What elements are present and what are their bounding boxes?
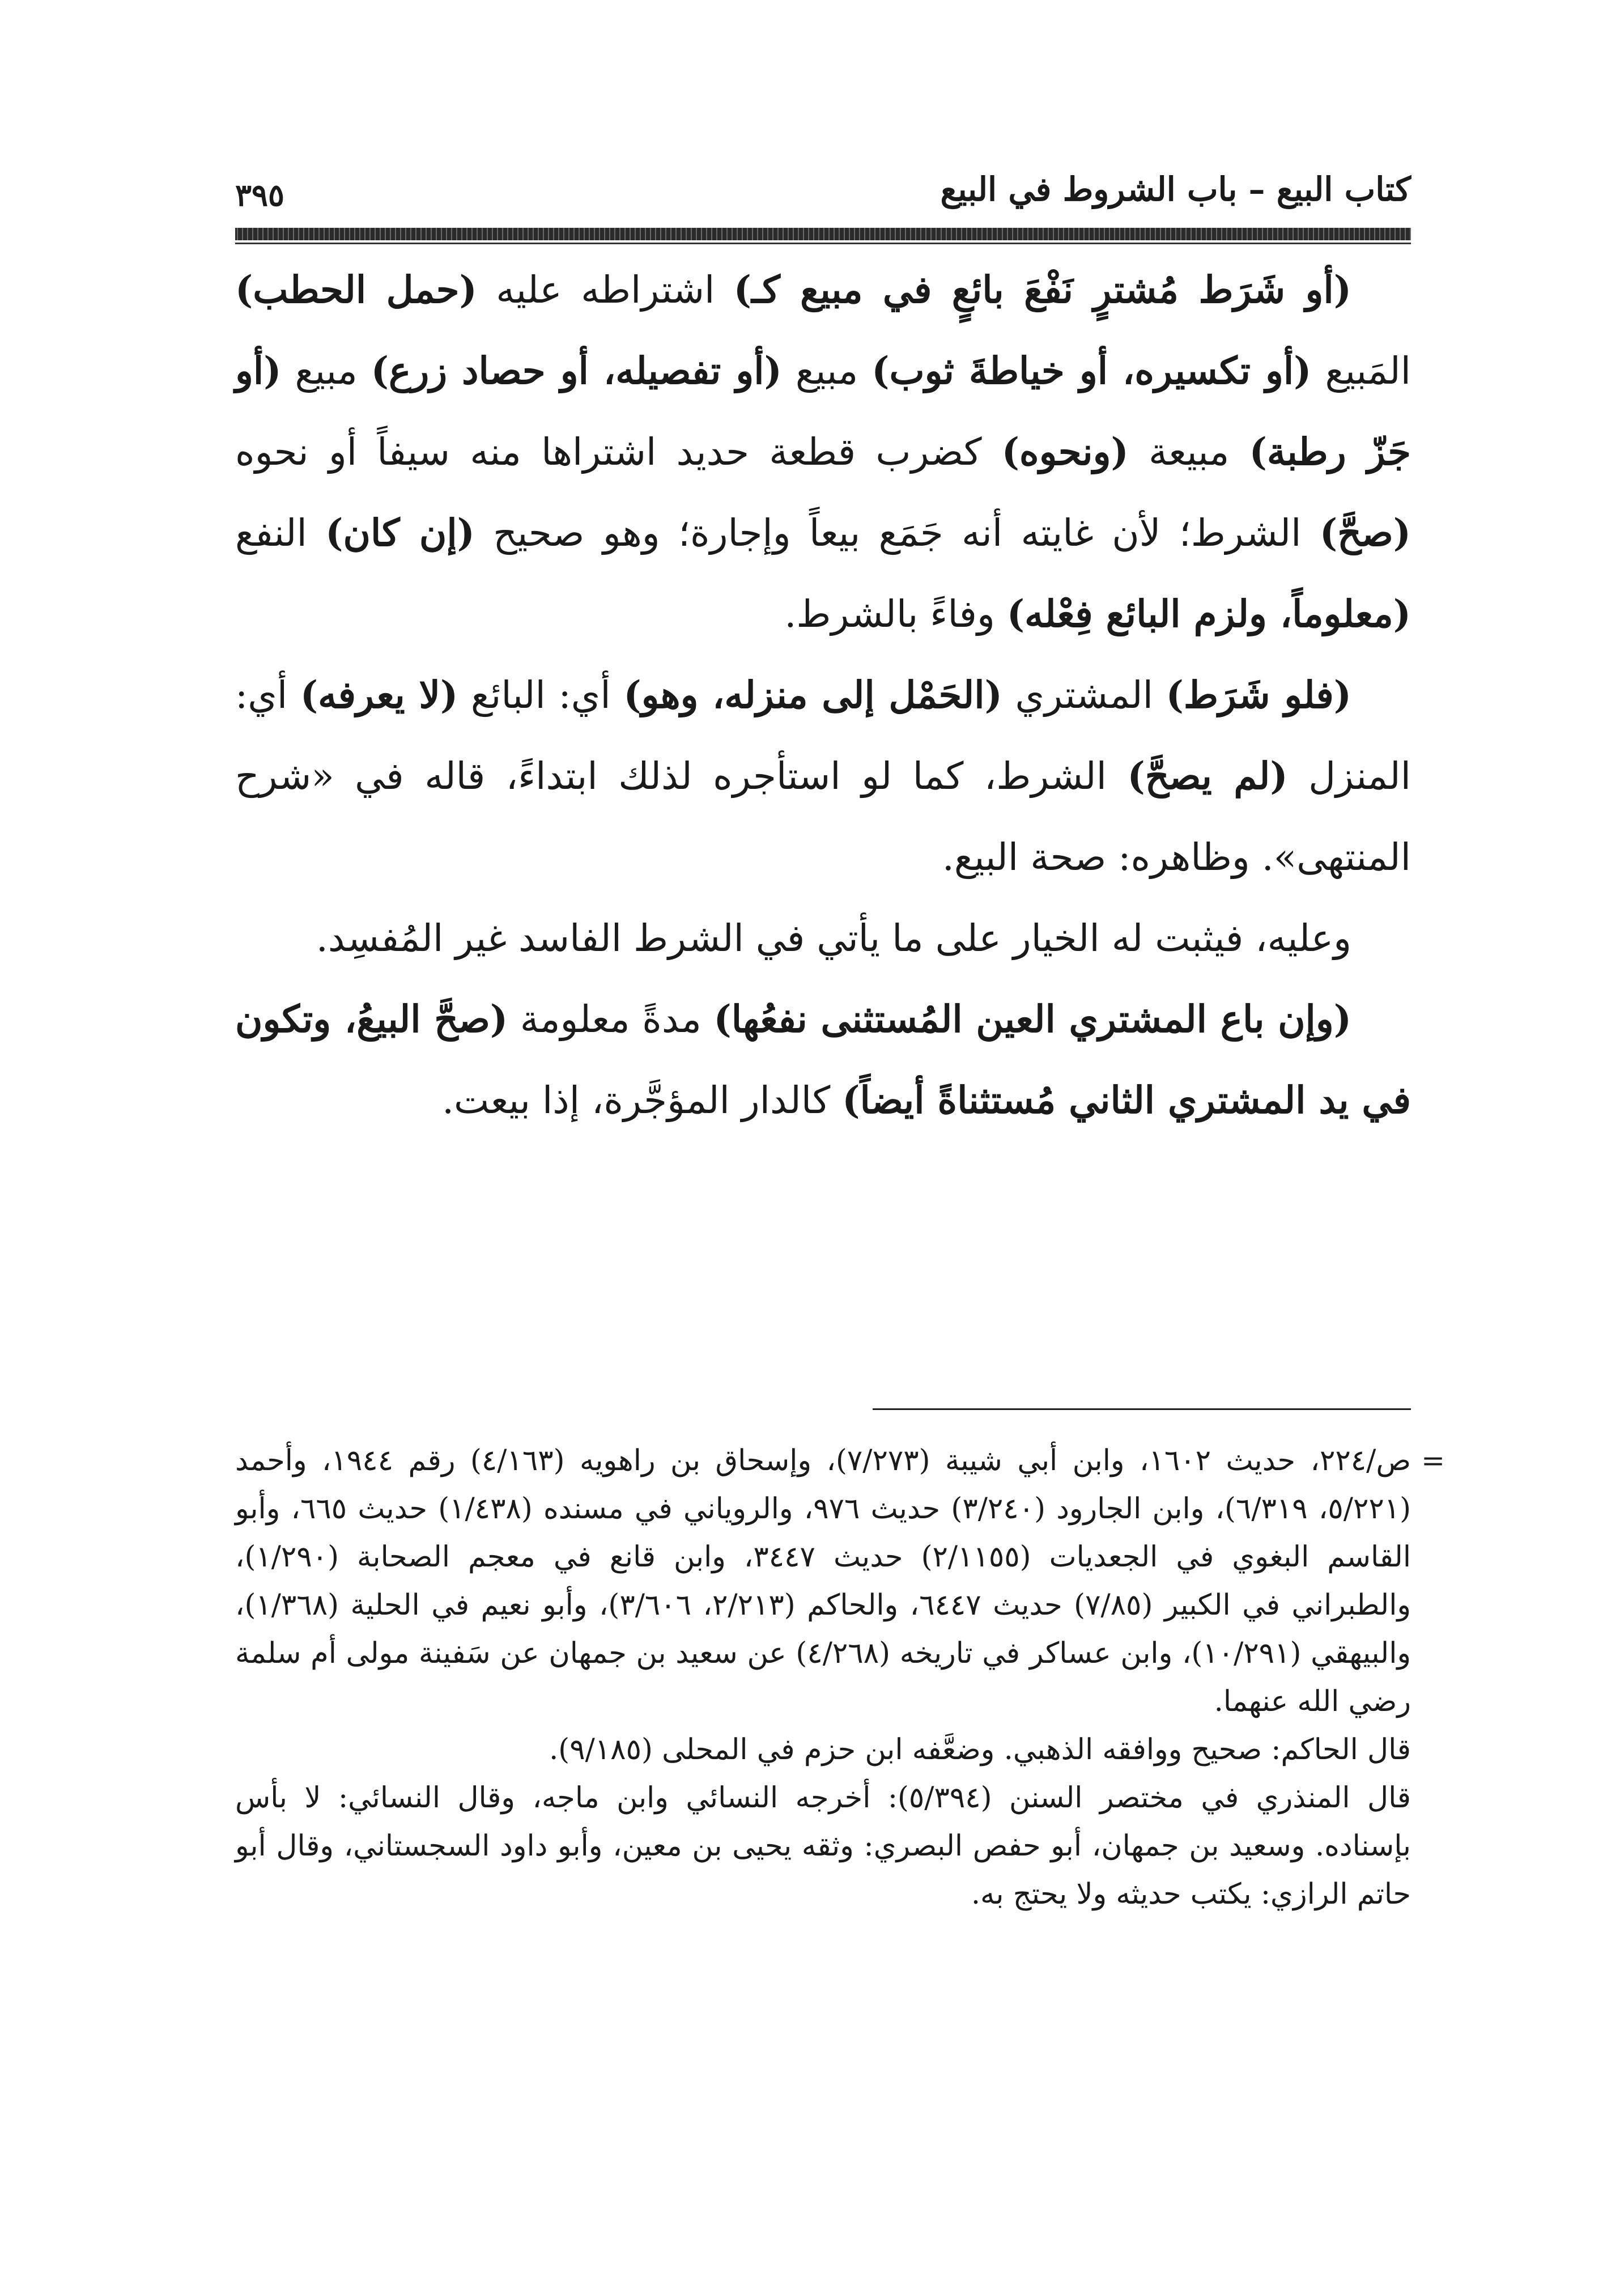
footnote-divider: [873, 1408, 1411, 1410]
matn-text: (لا يعرفه): [300, 673, 458, 717]
matn-text: (حمل الحطب): [235, 267, 477, 312]
page-number: ٣٩٥: [235, 177, 285, 213]
matn-text: (الحَمْل إلى منزله، وهو): [623, 673, 1002, 717]
sharh-text: مبيع: [281, 349, 371, 393]
footnotes: [235, 1437, 1445, 1918]
matn-text: (أو شَرَط مُشترٍ نَفْعَ بائعٍ في مبيع كـ): [733, 267, 1351, 312]
footnote-3: قال المنذري في مختصر السنن (٥/٣٩٤): أخرجه النسائي وابن ماجه، وقال النسائي: لا بأس بإسناده. وسعيد بن جمهان، أبو حفص البصري: وثقه يحيى بن معين، وأبو داود السجستاني، وقال أبو حاتم الرازي: يكتب حديثه ولا يحتج به.: [235, 1781, 1411, 1911]
matn-text: (وإن باع المشتري العين المُستثنى نفعُها): [713, 997, 1351, 1041]
sharh-text: كضرب قطعة حديد اشتراها منه سيفاً أو نحوه: [235, 430, 1002, 474]
matn-text: (إن كان): [325, 511, 475, 555]
sharh-text: المَبيع: [1311, 349, 1412, 393]
sharh-text: النفع: [235, 511, 326, 555]
sharh-text: أي: البائع: [458, 673, 624, 717]
main-text: [235, 249, 1411, 1141]
matn-text: (صحَّ البيعُ، وتكون في يد المشتري الثاني مُستثناةً أيضاً): [235, 997, 1411, 1122]
matn-text: (أو تكسيره، أو خياطةَ ثوب): [871, 349, 1312, 393]
sharh-text: الشرط؛ لأن غايته أنه جَمَع بيعاً وإجارة؛ وهو صحيح: [474, 511, 1320, 555]
sharh-text: مبيعة: [1128, 430, 1249, 474]
sharh-text: مبيع: [781, 349, 872, 393]
header-title: كتاب البيع – باب الشروط في البيع: [940, 170, 1411, 209]
footnote-2: قال الحاكم: صحيح ووافقه الذهبي. وضعَّفه ابن حزم في المحلى (٩/١٨٥).: [549, 1733, 1411, 1767]
matn-text: (أو تفصيله، أو حصاد زرع): [371, 349, 782, 393]
footnote-continuation-mark: =: [1421, 1444, 1445, 1477]
matn-text: (أو جَزّ رطبة): [235, 349, 1412, 474]
paragraph-4: [235, 979, 1411, 1141]
sharh-text: أي: المنزل: [235, 673, 1411, 798]
sharh-text: الشرط، كما لو استأجره لذلك ابتداءً، قاله في «شرح المنتهى». وظاهره: صحة البيع.: [235, 754, 1411, 879]
paragraph-1: [235, 249, 1411, 655]
matn-text: (فلو شَرَط): [1166, 673, 1351, 717]
paragraph-3: وعليه، فيثبت له الخيار على ما يأتي في الشرط الفاسد غير المُفسِد.: [316, 916, 1351, 960]
matn-text: (ونحوه): [1001, 430, 1129, 474]
paragraph-2: [235, 655, 1411, 898]
sharh-text: المشتري: [1002, 673, 1166, 717]
matn-text: (لم يصحَّ): [1127, 754, 1288, 798]
matn-text: (صحَّ): [1319, 511, 1411, 555]
sharh-text: مدةً معلومة: [508, 997, 714, 1041]
footnote-1: ص/٢٢٤، حديث ١٦٠٢، وابن أبي شيبة (٧/٢٧٣)، وإسحاق بن راهويه (٤/١٦٣) رقم ١٩٤٤، وأحمد (٥/٢٢١، ٦/٣١٩)، وابن الجارود (٣/٢٤٠) حديث ٩٧٦، والروياني في مسنده (١/٤٣٨) حديث ٦٦٥، وأبو القاسم البغوي في الجعديات (٢/١١٥٥) حديث ٣٤٤٧، وابن قانع في معجم الصحابة (١/٢٩٠)، والطبراني في الكبير (٧/٨٥) حديث ٦٤٤٧، والحاكم (٢/٢١٣، ٣/٦٠٦)، وأبو نعيم في الحلية (١/٣٦٨)، والبيهقي (١٠/٢٩١)، وابن عساكر في تاريخه (٤/٢٦٨) عن سعيد بن جمهان عن سَفينة مولى أم سلمة رضي الله عنهما.: [235, 1444, 1412, 1718]
sharh-text: اشتراطه عليه: [477, 268, 734, 312]
matn-text: (معلوماً، ولزم البائع فِعْله): [1006, 592, 1411, 636]
sharh-text: وفاءً بالشرط.: [784, 592, 1007, 636]
sharh-text: كالدار المؤجَّرة، إذا بيعت.: [442, 1078, 843, 1122]
header-divider: [235, 228, 1411, 240]
running-header: [235, 164, 1411, 221]
